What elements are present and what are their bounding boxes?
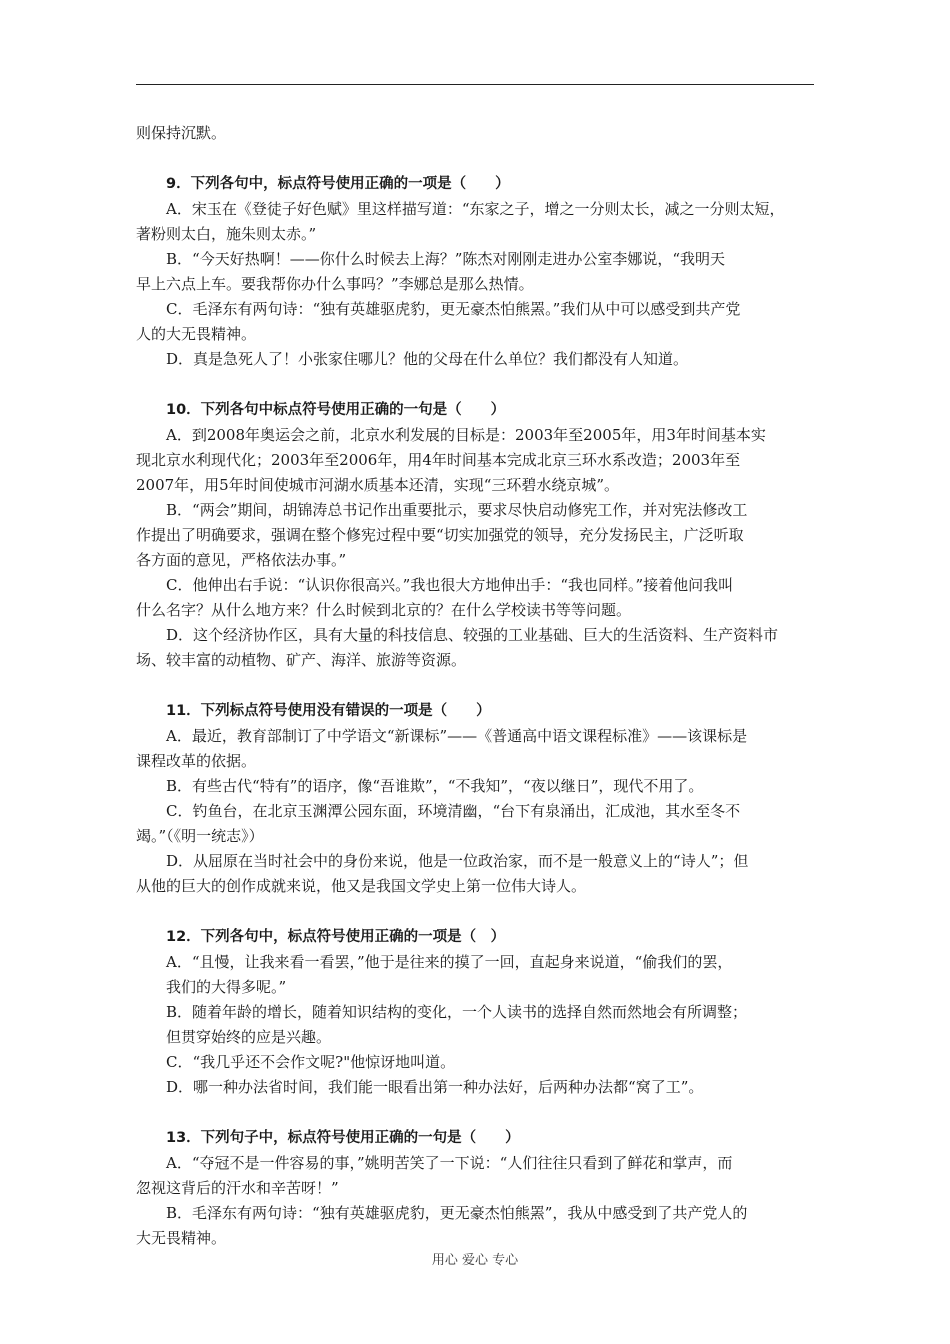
option-line: 现北京水利现代化；2003年至2006年，用4年时间基本完成北京三环水系改造；2003年至 — [136, 451, 741, 469]
option-line: 我们的大得多呢。” — [166, 978, 287, 996]
option-line: C．“我几乎还不会作文呢?"他惊讶地叫道。 — [166, 1053, 456, 1071]
question-title: 13．下列句子中，标点符号使用正确的一句是（ ） — [166, 1130, 520, 1146]
header-rule — [136, 84, 814, 85]
option-line: D．真是急死人了！小张家住哪儿？他的父母在什么单位？我们都没有人知道。 — [166, 350, 689, 368]
option-line: B．“两会”期间，胡锦涛总书记作出重要批示，要求尽快启动修宪工作，并对宪法修改工 — [166, 501, 748, 519]
question-gap — [136, 899, 816, 925]
question-gap — [136, 372, 816, 398]
option-line: D．哪一种办法省时间，我们能一眼看出第一种办法好，后两种办法都“窝了工”。 — [166, 1078, 704, 1096]
option-line: A．最近，教育部制订了中学语文“新课标”——《普通高中语文课程标准》——该课标是 — [166, 727, 748, 745]
option-line: 著粉则太白，施朱则太赤。” — [136, 225, 317, 243]
option-line: C．他伸出右手说：“认识你很高兴。”我也很大方地伸出手：“我也同样。”接着他问我叫 — [166, 576, 734, 594]
document-body — [136, 121, 816, 1251]
question-title: 11．下列标点符号使用没有错误的一项是（ ） — [166, 703, 491, 719]
question-title: 10．下列各句中标点符号使用正确的一句是（ ） — [166, 402, 506, 418]
question-gap — [136, 1100, 816, 1126]
option-line: 早上六点上车。要我帮你办什么事吗？”李娜总是那么热情。 — [136, 275, 534, 293]
question-gap — [136, 673, 816, 699]
option-line: C．毛泽东有两句诗：“独有英雄驱虎豹，更无豪杰怕熊罴。”我们从中可以感受到共产党 — [166, 300, 741, 318]
option-line: D．从屈原在当时社会中的身份来说，他是一位政治家，而不是一般意义上的“诗人”；但 — [166, 852, 749, 870]
option-line: A．宋玉在《登徒子好色赋》里这样描写道：“东家之子，增之一分则太长，减之一分则太短， — [166, 200, 785, 218]
page-footer: 用心 爱心 专心 — [431, 1253, 519, 1268]
option-line: 什么名字？从什么地方来？什么时候到北京的？在什么学校读书等等问题。 — [136, 601, 632, 619]
option-line: B．毛泽东有两句诗：“独有英雄驱虎豹，更无豪杰怕熊罴”，我从中感受到了共产党人的 — [166, 1204, 748, 1222]
option-line: D．这个经济协作区，具有大量的科技信息、较强的工业基础、巨大的生活资料、生产资料市 — [166, 626, 779, 644]
option-line: 竭。”（《明一统志》） — [136, 827, 264, 845]
question-title: 9．下列各句中，标点符号使用正确的一项是（ ） — [166, 176, 510, 192]
question-gap — [136, 146, 816, 172]
option-line: A．“且慢，让我来看一看罢，”他于是往来的摸了一回，直起身来说道，“偷我们的罢， — [166, 953, 733, 971]
option-line: 作提出了明确要求，强调在整个修宪过程中要“切实加强党的领导，充分发扬民主，广泛听取 — [136, 526, 744, 544]
option-line: A．“夺冠不是一件容易的事，”姚明苦笑了一下说：“人们往往只看到了鲜花和掌声，而 — [166, 1154, 733, 1172]
question-title: 12．下列各句中，标点符号使用正确的一项是（ ） — [166, 929, 506, 945]
option-line: C．钓鱼台，在北京玉渊潭公园东面，环境清幽，“台下有泉涌出，汇成池，其水至冬不 — [166, 802, 741, 820]
option-line: B．“今天好热啊！——你什么时候去上海？”陈杰对刚刚走进办公室李娜说，“我明天 — [166, 250, 726, 268]
option-line: 人的大无畏精神。 — [136, 325, 257, 343]
option-line: B．有些古代“特有”的语序，像“吾谁欺”，“不我知”，“夜以继日”，现代不用了。 — [166, 777, 704, 795]
option-line: 课程改革的依据。 — [136, 752, 257, 770]
option-line: 大无畏精神。 — [136, 1229, 227, 1247]
option-line: A．到2008年奥运会之前，北京水利发展的目标是：2003年至2005年，用3年时间基本实 — [166, 426, 766, 444]
option-line: 各方面的意见，严格依法办事。” — [136, 551, 347, 569]
option-line: 从他的巨大的创作成就来说，他又是我国文学史上第一位伟大诗人。 — [136, 877, 587, 895]
option-line: 但贯穿始终的应是兴趣。 — [166, 1028, 332, 1046]
lead-text: 则保持沉默。 — [136, 124, 227, 142]
option-line: 场、较丰富的动植物、矿产、海洋、旅游等资源。 — [136, 651, 467, 669]
option-line: 忽视这背后的汗水和辛苦呀！” — [136, 1179, 339, 1197]
option-line: 2007年，用5年时间使城市河湖水质基本还清，实现“三环碧水绕京城”。 — [136, 476, 620, 494]
option-line: B．随着年龄的增长，随着知识结构的变化，一个人读书的选择自然而然地会有所调整； — [166, 1003, 748, 1021]
